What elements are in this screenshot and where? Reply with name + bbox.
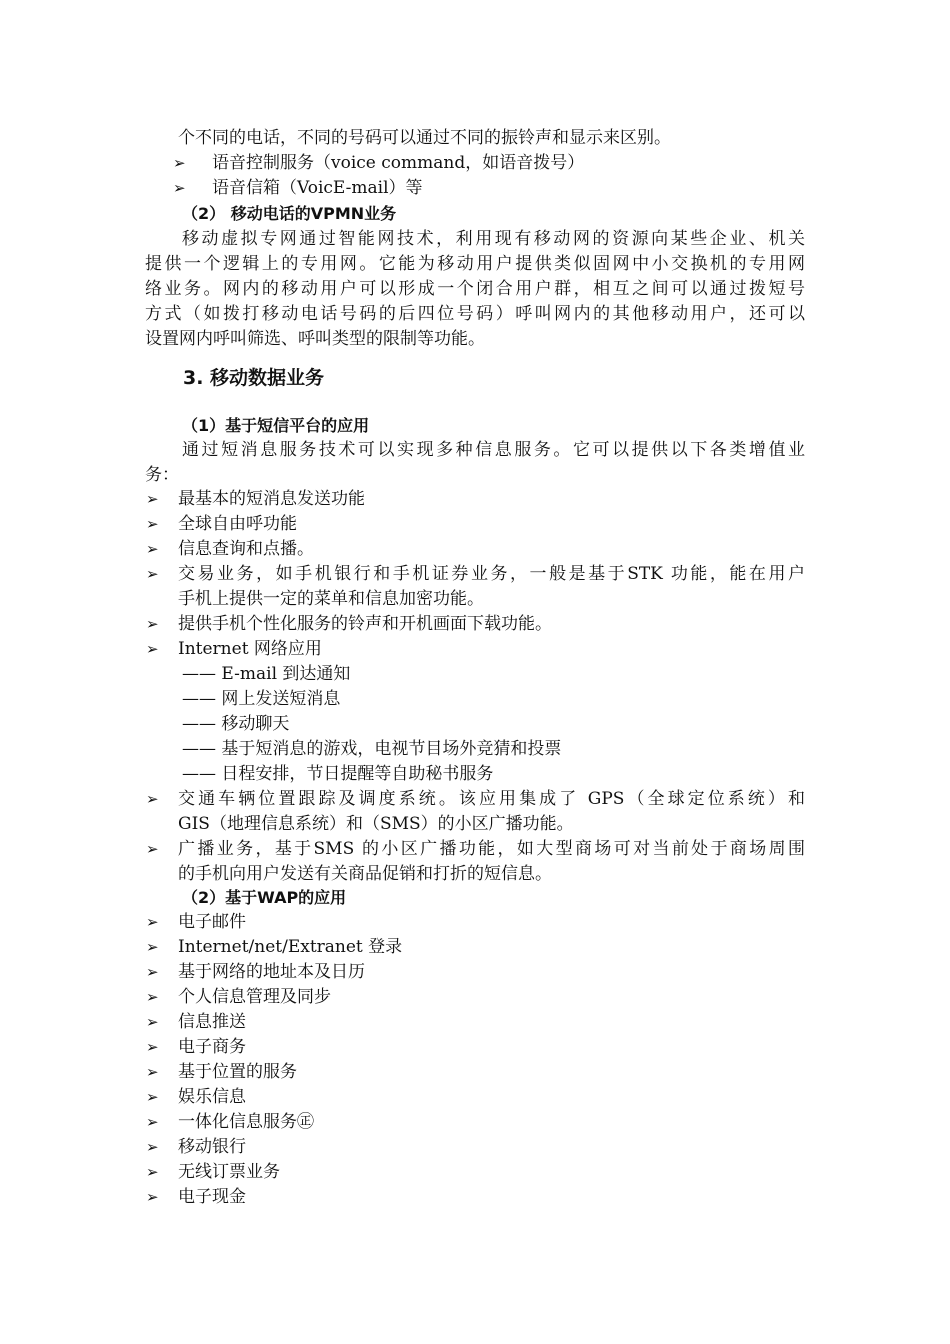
list-item-text: 一体化信息服务㊣ — [178, 1112, 314, 1132]
list-item-text: Internet 网络应用 — [178, 639, 322, 659]
paragraph-text: 方式（如拨打移动电话号码的后四位号码）呼叫网内的其他移动用户，还可以 — [145, 304, 805, 324]
list-item-text: 语音信箱（VoicE-mail）等 — [212, 178, 423, 198]
arrow-bullet-icon: ➢ — [146, 490, 159, 508]
sub-item-text: —— 网上发送短消息 — [182, 689, 341, 709]
sub-item-text: —— 移动聊天 — [182, 714, 290, 734]
arrow-bullet-icon: ➢ — [146, 540, 159, 558]
paragraph-text: 设置网内呼叫筛选、呼叫类型的限制等功能。 — [145, 329, 485, 349]
sms-heading: （1）基于短信平台的应用 — [182, 416, 370, 435]
paragraph-text: 络业务。网内的移动用户可以形成一个闭合用户群，相互之间可以通过拨短号 — [145, 279, 805, 299]
paragraph-text: 务： — [145, 465, 179, 485]
arrow-bullet-icon: ➢ — [146, 565, 159, 583]
sub-item-text: —— E-mail 到达通知 — [182, 664, 351, 684]
arrow-bullet-icon: ➢ — [146, 1013, 159, 1031]
arrow-bullet-icon: ➢ — [146, 1113, 159, 1131]
list-item-text: 个人信息管理及同步 — [178, 987, 331, 1007]
list-item-text: 基于位置的服务 — [178, 1062, 297, 1082]
paragraph-text: 提供一个逻辑上的专用网。它能为移动用户提供类似固网中小交换机的专用网 — [145, 254, 805, 274]
section-3-title: 3. 移动数据业务 — [183, 367, 325, 389]
arrow-bullet-icon: ➢ — [173, 179, 186, 197]
list-item-text: 的手机向用户发送有关商品促销和打折的短信息。 — [178, 864, 552, 884]
list-item-text: 手机上提供一定的菜单和信息加密功能。 — [178, 589, 484, 609]
list-item-text: Internet/net/Extranet 登录 — [178, 937, 403, 957]
sub-item-text: —— 基于短消息的游戏，电视节目场外竞猜和投票 — [182, 739, 562, 759]
list-item-text: 广播业务，基于SMS 的小区广播功能，如大型商场可对当前处于商场周围 — [178, 839, 805, 859]
list-item-text: 提供手机个性化服务的铃声和开机画面下载功能。 — [178, 614, 552, 634]
arrow-bullet-icon: ➢ — [146, 938, 159, 956]
paragraph-text: 移动虚拟专网通过智能网技术，利用现有移动网的资源向某些企业、机关 — [182, 229, 805, 249]
arrow-bullet-icon: ➢ — [146, 1188, 159, 1206]
arrow-bullet-icon: ➢ — [146, 790, 159, 808]
arrow-bullet-icon: ➢ — [146, 1063, 159, 1081]
arrow-bullet-icon: ➢ — [146, 840, 159, 858]
list-item-text: 娱乐信息 — [178, 1087, 246, 1107]
paragraph-text: 通过短消息服务技术可以实现多种信息服务。它可以提供以下各类增值业 — [182, 440, 805, 460]
list-item-text: 基于网络的地址本及日历 — [178, 962, 365, 982]
arrow-bullet-icon: ➢ — [146, 615, 159, 633]
arrow-bullet-icon: ➢ — [146, 1038, 159, 1056]
arrow-bullet-icon: ➢ — [146, 913, 159, 931]
list-item-text: 最基本的短消息发送功能 — [178, 489, 365, 509]
list-item-text: 无线订票业务 — [178, 1162, 280, 1182]
wap-heading: （2）基于WAP的应用 — [182, 888, 347, 907]
arrow-bullet-icon: ➢ — [146, 988, 159, 1006]
list-item-text: 信息查询和点播。 — [178, 539, 314, 559]
list-item-text: 全球自由呼功能 — [178, 514, 297, 534]
list-item-text: 语音控制服务（voice command，如语音拨号） — [212, 153, 585, 173]
list-item-text: 移动银行 — [178, 1137, 246, 1157]
list-item-text: 信息推送 — [178, 1012, 246, 1032]
continuation-text: 个不同的电话，不同的号码可以通过不同的振铃声和显示来区别。 — [178, 128, 671, 148]
list-item-text: 电子邮件 — [178, 912, 246, 932]
arrow-bullet-icon: ➢ — [146, 1088, 159, 1106]
list-item-text: 交通车辆位置跟踪及调度系统。该应用集成了 GPS（全球定位系统）和 — [178, 789, 805, 809]
arrow-bullet-icon: ➢ — [146, 1138, 159, 1156]
arrow-bullet-icon: ➢ — [146, 1163, 159, 1181]
vpmn-heading: （2） 移动电话的VPMN业务 — [182, 204, 397, 223]
list-item-text: GIS（地理信息系统）和（SMS）的小区广播功能。 — [178, 814, 574, 834]
arrow-bullet-icon: ➢ — [173, 154, 186, 172]
list-item-text: 交易业务，如手机银行和手机证券业务，一般是基于STK 功能，能在用户 — [178, 564, 805, 584]
arrow-bullet-icon: ➢ — [146, 515, 159, 533]
list-item-text: 电子商务 — [178, 1037, 246, 1057]
arrow-bullet-icon: ➢ — [146, 640, 159, 658]
list-item-text: 电子现金 — [178, 1187, 246, 1207]
sub-item-text: —— 日程安排，节日提醒等自助秘书服务 — [182, 764, 494, 784]
arrow-bullet-icon: ➢ — [146, 963, 159, 981]
